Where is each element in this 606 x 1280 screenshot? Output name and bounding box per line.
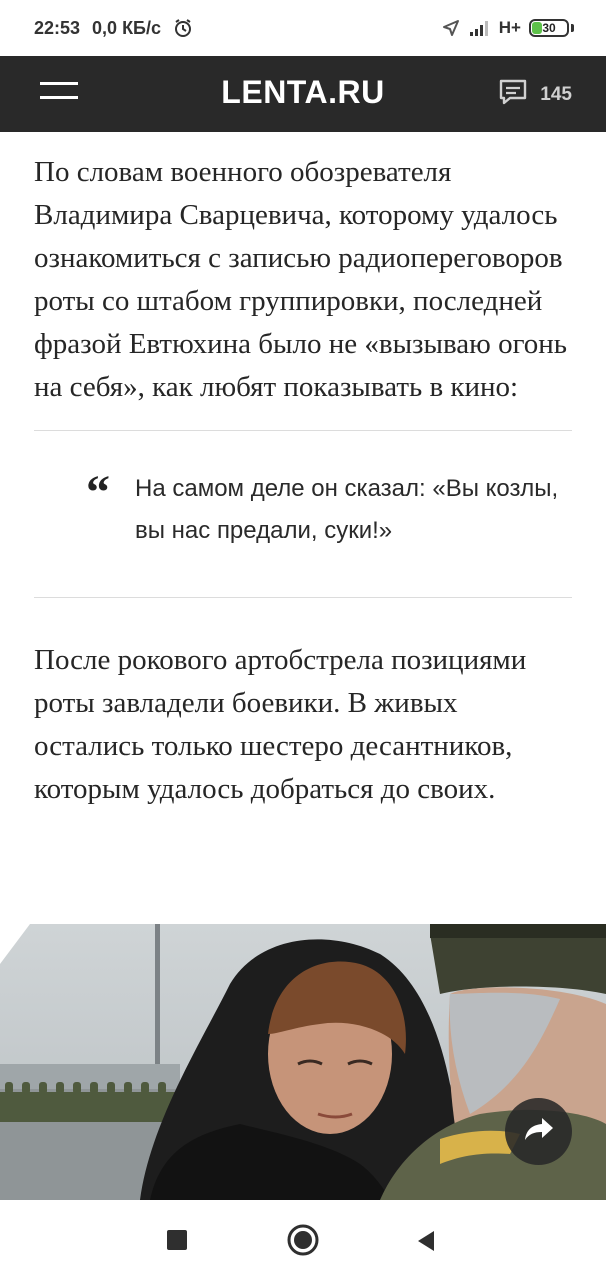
blockquote — [34, 431, 574, 597]
app-header — [0, 56, 606, 132]
location-arrow-icon — [441, 18, 461, 38]
quote-mark-icon: “ — [86, 466, 110, 519]
article-paragraph: По словам военного обозревателя Владимира Сварцевича, которому удалось ознакомиться с записью радиопереговоров роты со штабом группировки, последней фразой Евтюхина было не «вызываю огонь на себя», как любят показывать в кино: — [34, 156, 568, 403]
article-paragraph: После рокового артобстрела позициями роты завладели боевики. В живых остались только шестеро десантников, которым удалось добраться до своих. — [34, 644, 527, 805]
quote-text: На самом деле он сказал: «Вы козлы, вы нас предали, суки!» — [135, 475, 559, 544]
network-type: H+ — [498, 18, 521, 37]
signal-icon — [469, 19, 491, 37]
home-circle-icon[interactable] — [287, 1224, 319, 1261]
comment-bubble-icon — [498, 78, 528, 112]
battery-tip — [571, 24, 574, 32]
battery-fill — [532, 22, 542, 34]
status-left — [34, 18, 193, 39]
clock: 22:53 — [34, 17, 81, 38]
share-button[interactable] — [505, 1098, 572, 1165]
back-triangle-icon[interactable] — [416, 1230, 436, 1257]
system-nav-bar — [0, 1200, 606, 1280]
status-right — [441, 18, 574, 38]
battery-level: 30 — [542, 21, 556, 35]
status-bar — [0, 0, 606, 56]
article-body — [34, 132, 574, 811]
comments-count: 145 — [540, 84, 572, 105]
article-photo[interactable] — [0, 924, 606, 1200]
battery-icon — [529, 19, 569, 37]
site-logo[interactable]: LENTA.RU — [221, 74, 385, 110]
divider — [34, 597, 572, 598]
comments-button[interactable] — [498, 78, 572, 112]
share-arrow-icon — [524, 1116, 554, 1147]
alarm-icon — [173, 18, 193, 38]
network-speed: 0,0 КБ/с — [92, 17, 162, 38]
recent-apps-square-icon[interactable] — [167, 1230, 187, 1255]
